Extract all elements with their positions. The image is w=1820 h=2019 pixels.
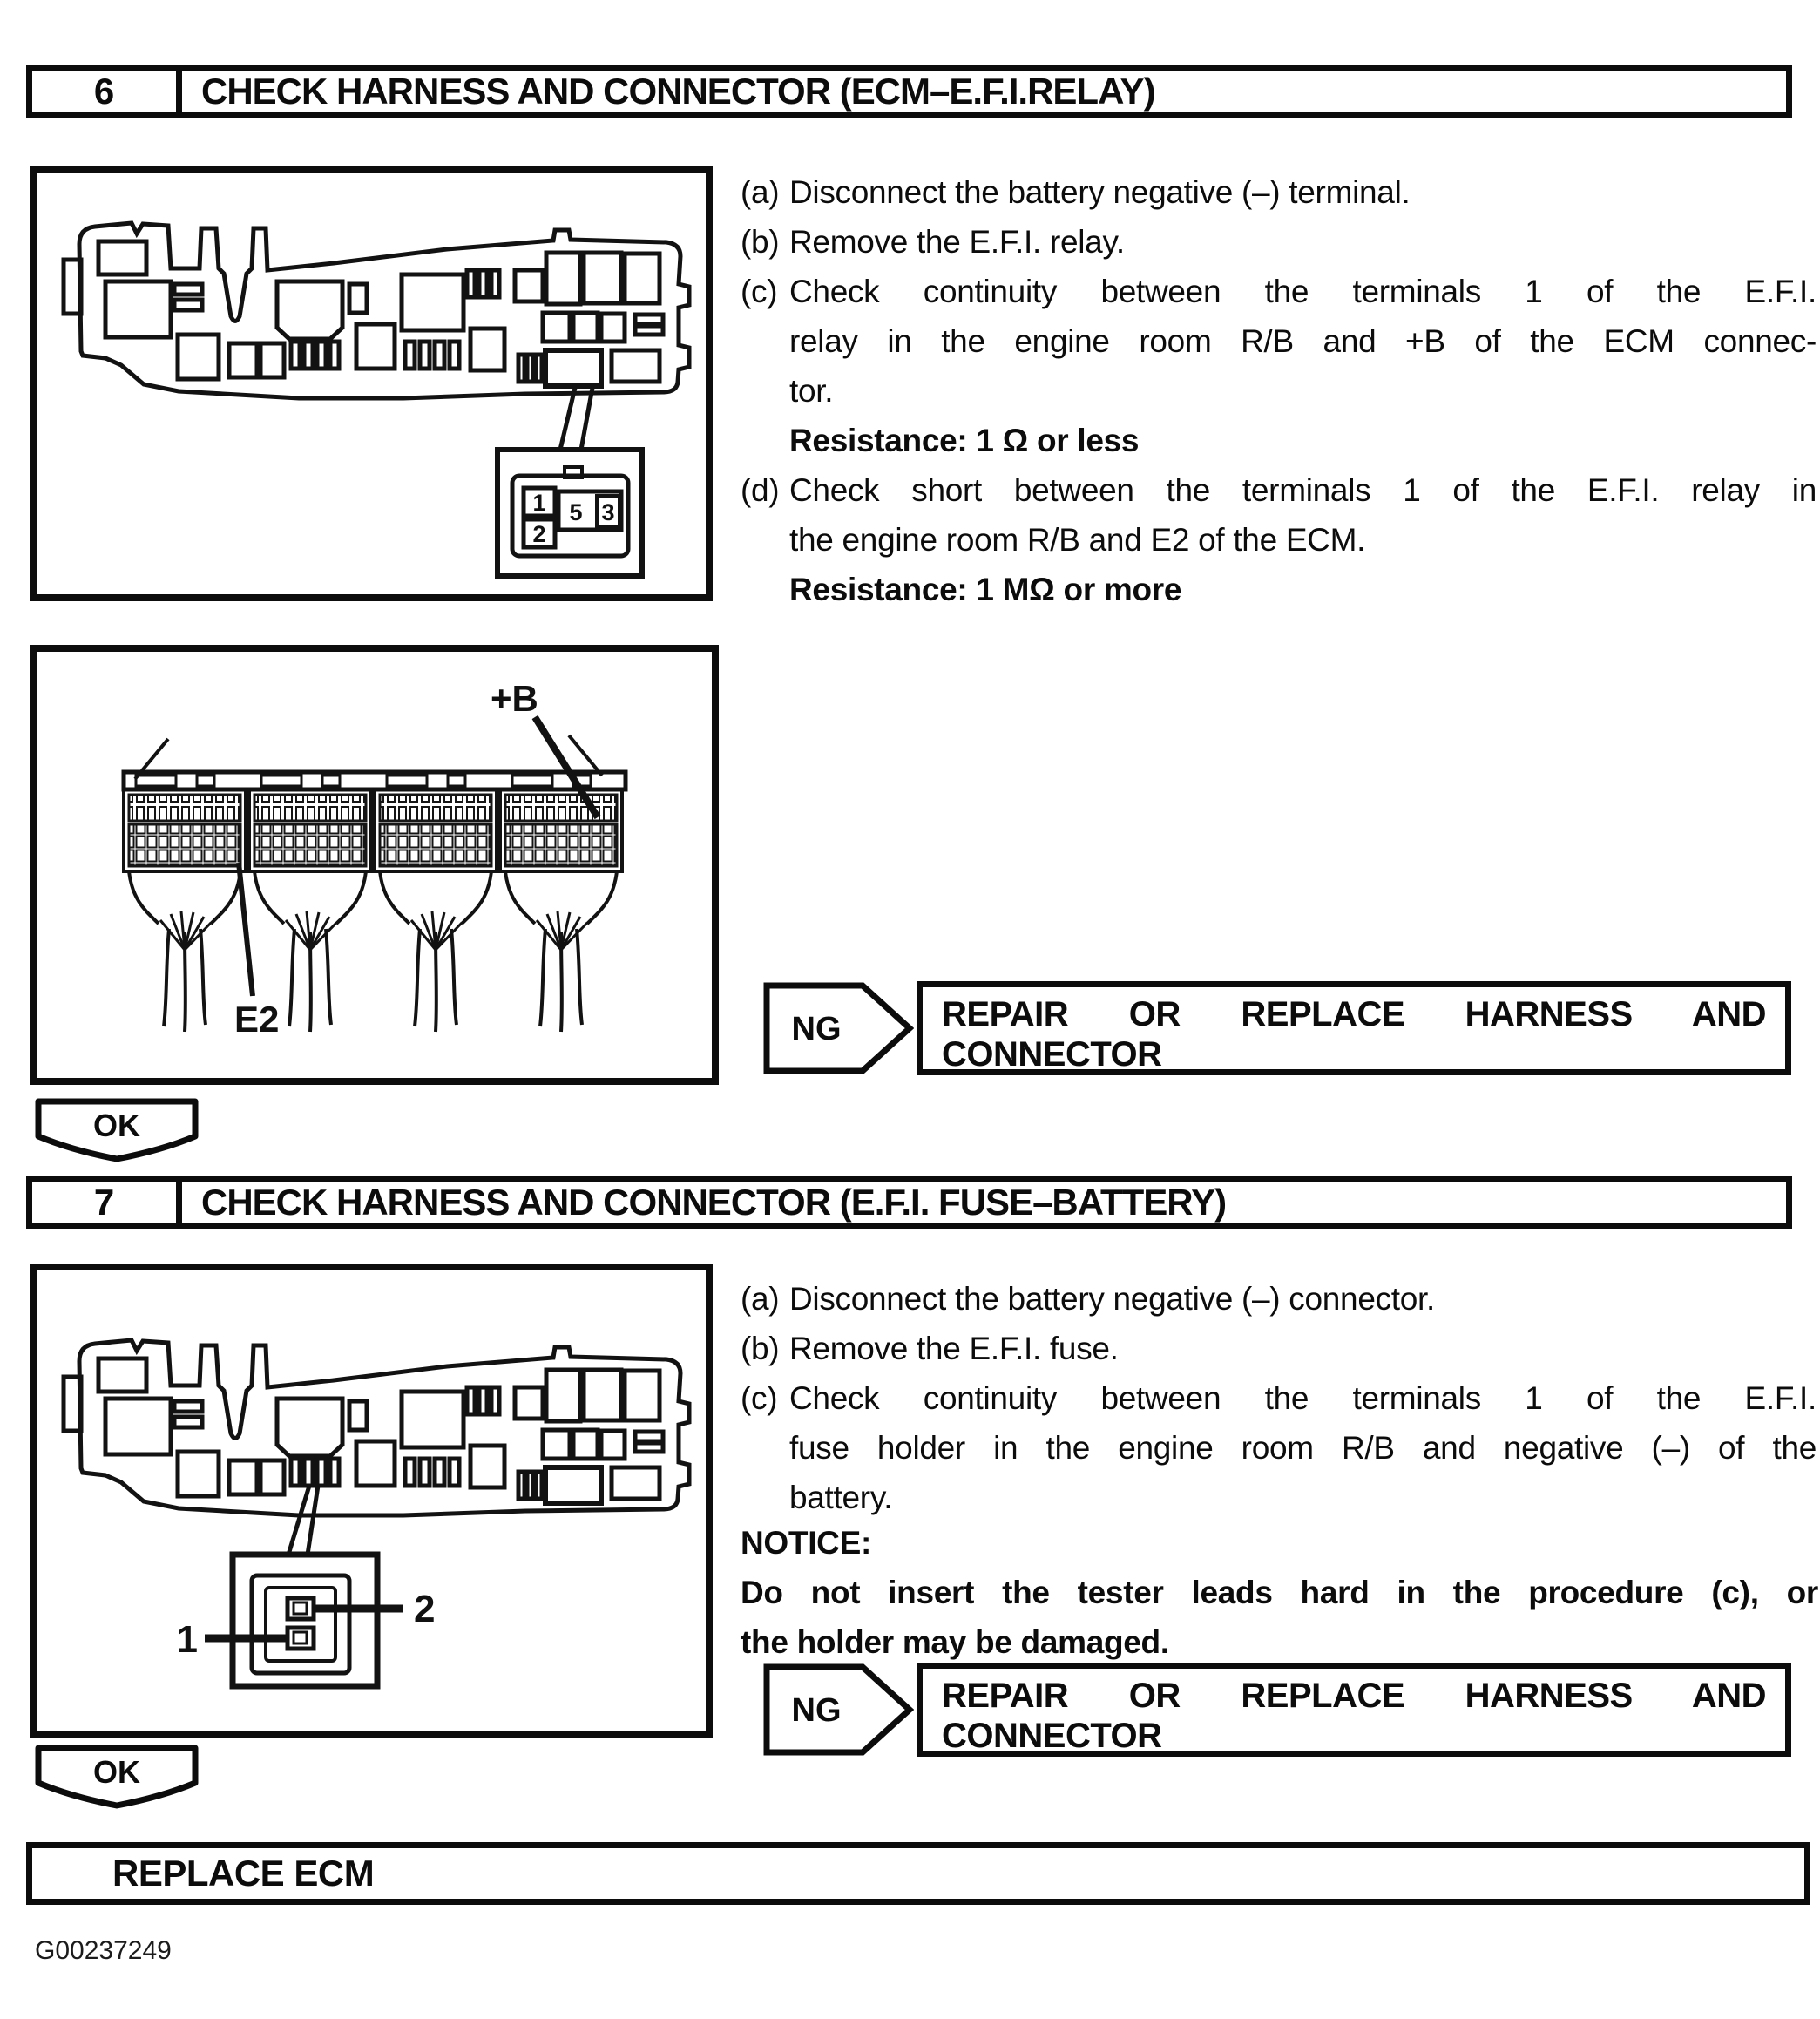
figure-relay-block [30, 166, 713, 601]
step7-instructions [741, 1274, 1817, 1522]
step7-header [26, 1176, 1792, 1229]
relay-pin-3-label: 3 [601, 499, 615, 525]
relay-block-diagram [37, 173, 706, 594]
ng-label: NG [791, 1692, 842, 1729]
resistance-spec: Resistance: 1 MΩ or more [789, 572, 1182, 607]
ng-label: NG [791, 1011, 842, 1047]
substep-text: Disconnect the battery negative (–) connector. [789, 1281, 1436, 1317]
step7-number: 7 [32, 1182, 182, 1223]
step6-a [741, 167, 1817, 217]
ecm-connector-3 [375, 776, 497, 1032]
substep-text: relay in the engine room R/B and +B of the ECM connec- [789, 323, 1817, 359]
resistance-spec: Resistance: 1 Ω or less [789, 423, 1140, 458]
ng-action-text: REPAIR OR REPLACE HARNESS AND [942, 995, 1766, 1033]
step6-number: 6 [32, 71, 182, 112]
substep-label: (d) [741, 472, 780, 508]
step6-b [741, 217, 1817, 267]
fusebox-outline [64, 1340, 689, 1515]
figure-code: G00237249 [35, 1936, 172, 1965]
ng-action-text: REPAIR OR REPLACE HARNESS AND [942, 1677, 1766, 1715]
step7-c [741, 1373, 1817, 1522]
ng-action-text: CONNECTOR [942, 1717, 1162, 1755]
substep-text: Remove the E.F.I. relay. [789, 224, 1125, 260]
step6-d [741, 465, 1817, 614]
substep-label: (a) [741, 1281, 780, 1317]
fuse-callout-leader [288, 1486, 318, 1555]
fusebox-outline [64, 223, 689, 398]
substep-text: Check continuity between the terminals 1 of the E.F.I. [789, 274, 1817, 309]
step6-instructions [741, 167, 1817, 614]
notice-block [741, 1518, 1818, 1667]
fuse-terminal-1-label: 1 [176, 1618, 198, 1661]
step6-title: CHECK HARNESS AND CONNECTOR (ECM–E.F.I.RELAY) [201, 71, 1155, 112]
step7-b [741, 1324, 1817, 1373]
e2-leader [239, 863, 253, 996]
fuse-holder-detail [177, 1555, 436, 1686]
substep-text: Remove the E.F.I. fuse. [789, 1331, 1119, 1366]
relay-pin-5-label: 5 [569, 499, 583, 525]
substep-label: (c) [741, 274, 778, 309]
step7-a [741, 1274, 1817, 1324]
figure-fuse-block [30, 1264, 713, 1738]
notice-text: the holder may be damaged. [741, 1624, 1169, 1660]
substep-label: (b) [741, 1331, 780, 1366]
relay-pin-1-label: 1 [532, 490, 546, 516]
figure-ecm-connector [30, 645, 719, 1085]
substep-text: fuse holder in the engine room R/B and negative (–) of the [789, 1430, 1817, 1466]
substep-text: Check continuity between the terminals 1 of the E.F.I. [789, 1380, 1817, 1416]
ecm-connector-2 [249, 776, 371, 1032]
step7-ng-action [917, 1663, 1791, 1757]
ng-action-text: CONNECTOR [942, 1035, 1162, 1074]
step6-c [741, 267, 1817, 465]
replace-ecm-label: REPLACE ECM [112, 1853, 375, 1894]
step7-ng-flag [762, 1663, 914, 1757]
substep-text: the engine room R/B and E2 of the ECM. [789, 522, 1366, 558]
substep-label: (c) [741, 1380, 778, 1416]
substep-text: Disconnect the battery negative (–) terminal. [789, 174, 1411, 210]
step6-ok-badge [31, 1098, 202, 1168]
relay-terminal-detail [497, 450, 642, 576]
relay-callout-leader [560, 388, 592, 450]
substep-text: battery. [789, 1480, 893, 1515]
step6-header [26, 65, 1792, 118]
step6-ng-flag [762, 981, 914, 1075]
e2-terminal-label: E2 [234, 999, 280, 1040]
replace-ecm-box [26, 1842, 1810, 1905]
fuse-terminal-2-label: 2 [414, 1588, 436, 1630]
plus-b-terminal-label: +B [491, 678, 538, 719]
step7-ok-badge [31, 1745, 202, 1814]
ok-label: OK [93, 1108, 140, 1143]
substep-label: (b) [741, 224, 780, 260]
substep-text: tor. [789, 373, 834, 409]
fuse-block-diagram [37, 1270, 706, 1731]
ecm-connector-1 [124, 776, 246, 1032]
ecm-connector-4 [500, 776, 622, 1032]
notice-text: Do not insert the tester leads hard in the procedure (c), or [741, 1575, 1818, 1610]
ecm-connector-diagram [37, 652, 712, 1078]
relay-pin-2-label: 2 [532, 521, 546, 547]
substep-label: (a) [741, 174, 780, 210]
step7-title: CHECK HARNESS AND CONNECTOR (E.F.I. FUSE–BATTERY) [201, 1182, 1227, 1223]
substep-text: Check short between the terminals 1 of the E.F.I. relay in [789, 472, 1817, 508]
step6-ng-action [917, 981, 1791, 1075]
ok-label: OK [93, 1754, 140, 1790]
notice-title: NOTICE: [741, 1525, 872, 1561]
